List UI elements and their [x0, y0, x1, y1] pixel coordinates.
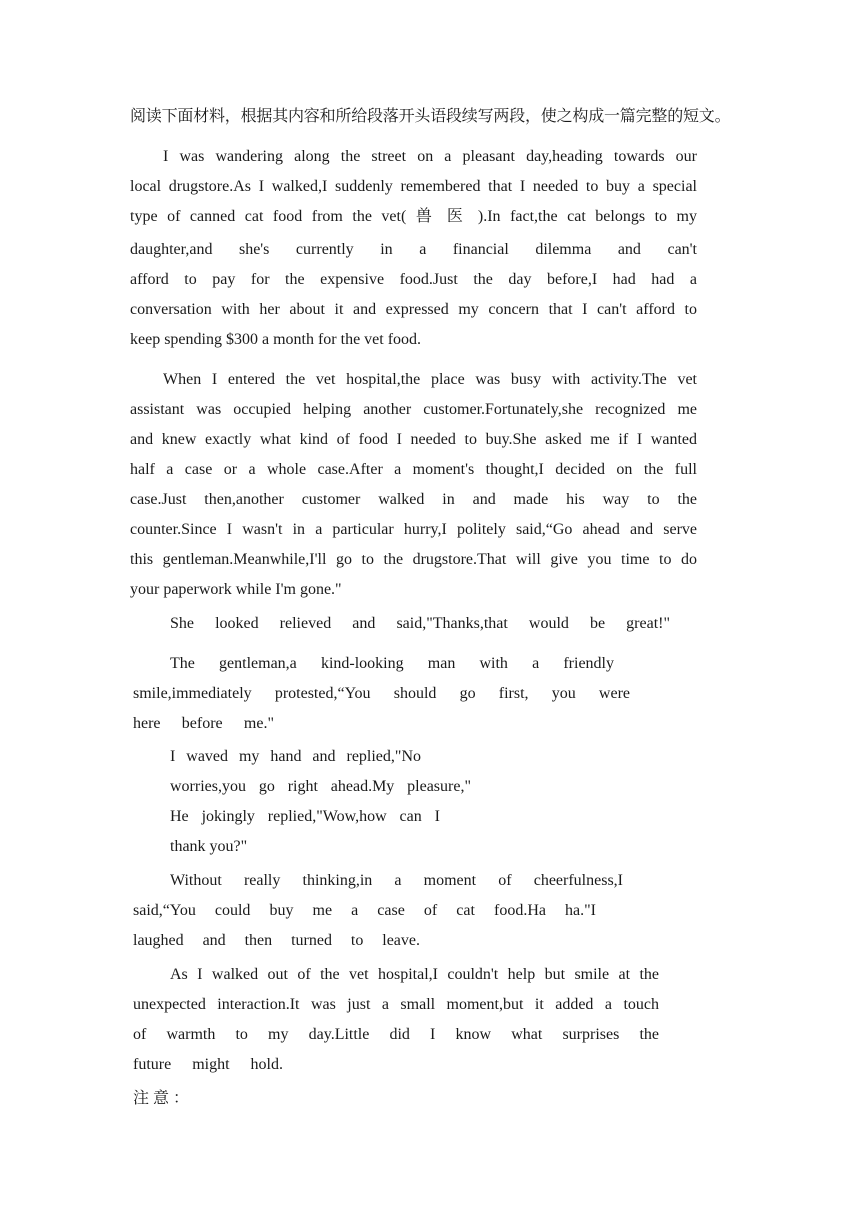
paragraph-8-line-2: unexpected interaction.It was just a small moment,but it added a touch	[133, 996, 659, 1013]
paragraph-8-line-1: As I walked out of the vet hospital,I couldn't help but smile at the	[170, 966, 659, 983]
paragraph-1-line-4: daughter,and she's currently in a financial dilemma and can't	[130, 241, 697, 258]
paragraph-1-line-3: type of canned cat food from the vet( 兽 医 ).In fact,the cat belongs to my	[130, 208, 697, 225]
paragraph-5-line-1: I waved my hand and replied,"No	[170, 748, 421, 765]
paragraph-1-line-6: conversation with her about it and expressed my concern that I can't afford to	[130, 301, 697, 318]
paragraph-5-line-2: worries,you go right ahead.My pleasure,"	[170, 778, 471, 795]
instruction-text: 阅读下面材料，根据其内容和所给段落开头语段续写两段，使之构成一篇完整的短文。	[130, 108, 731, 125]
paragraph-2-line-7: this gentleman.Meanwhile,I'll go to the drugstore.That will give you time to do	[130, 551, 697, 568]
paragraph-7-line-3: laughed and then turned to leave.	[133, 932, 420, 949]
paragraph-8-line-4: future might hold.	[133, 1056, 283, 1073]
paragraph-2-line-4: half a case or a whole case.After a moment's thought,I decided on the full	[130, 461, 697, 478]
paragraph-6-line-2: thank you?"	[170, 838, 248, 855]
paragraph-6-line-1: He jokingly replied,"Wow,how can I	[170, 808, 440, 825]
paragraph-2-line-2: assistant was occupied helping another customer.Fortunately,she recognized me	[130, 401, 697, 418]
paragraph-1-line-2: local drugstore.As I walked,I suddenly remembered that I needed to buy a special	[130, 178, 697, 195]
paragraph-2-line-6: counter.Since I wasn't in a particular hurry,I politely said,“Go ahead and serve	[130, 521, 697, 538]
paragraph-2-line-1: When I entered the vet hospital,the place was busy with activity.The vet	[163, 371, 697, 388]
paragraph-4-line-3: here before me."	[133, 715, 274, 732]
paragraph-2-line-3: and knew exactly what kind of food I needed to buy.She asked me if I wanted	[130, 431, 697, 448]
paragraph-2-line-8: your paperwork while I'm gone."	[130, 581, 342, 598]
paragraph-1-line-7: keep spending $300 a month for the vet food.	[130, 331, 422, 348]
paragraph-1-line-5: afford to pay for the expensive food.Just the day before,I had had a	[130, 271, 697, 288]
paragraph-7-line-2: said,“You could buy me a case of cat food.Ha ha."I	[133, 902, 596, 919]
paragraph-3-line-1: She looked relieved and said,"Thanks,that would be great!"	[170, 615, 670, 632]
paragraph-4-line-1: The gentleman,a kind-looking man with a friendly	[170, 655, 614, 672]
paragraph-8-line-3: of warmth to my day.Little did I know what surprises the	[133, 1026, 659, 1043]
paragraph-2-line-5: case.Just then,another customer walked in and made his way to the	[130, 491, 697, 508]
paragraph-7-line-1: Without really thinking,in a moment of cheerfulness,I	[170, 872, 623, 889]
paragraph-1-line-1: I was wandering along the street on a pleasant day,heading towards our	[163, 148, 697, 165]
paragraph-4-line-2: smile,immediately protested,“You should go first, you were	[133, 685, 630, 702]
note-label: 注 意 ：	[133, 1090, 190, 1107]
